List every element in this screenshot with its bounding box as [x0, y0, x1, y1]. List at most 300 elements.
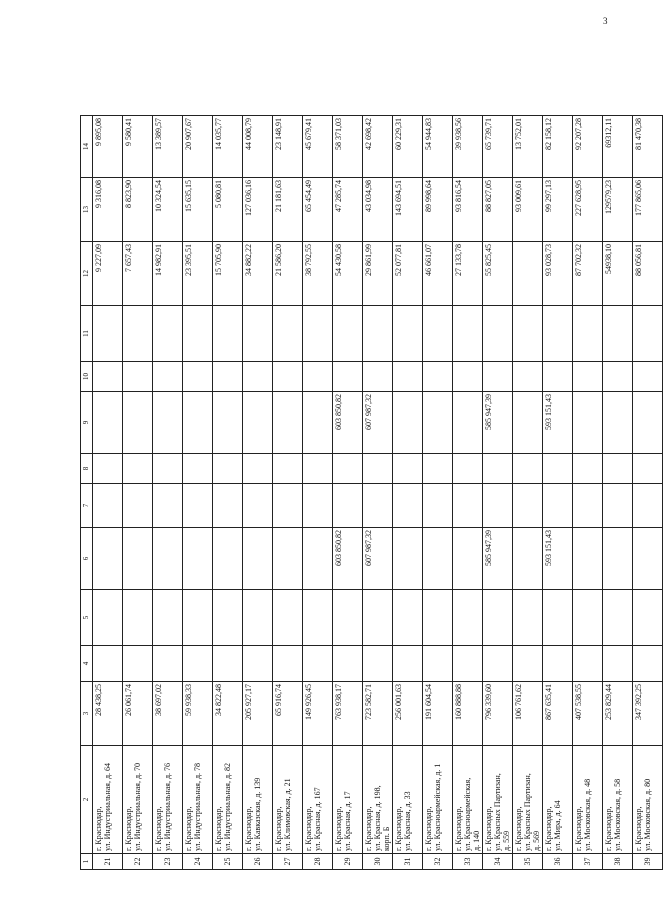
empty-cell	[273, 484, 303, 528]
empty-cell	[453, 484, 483, 528]
empty-cell	[453, 306, 483, 362]
column-header-11: 11	[81, 306, 93, 362]
empty-cell	[513, 590, 543, 646]
value-cell-3: 106 761,62	[513, 682, 543, 746]
value-cell-6: 603 850,82	[333, 528, 363, 590]
empty-cell	[603, 484, 633, 528]
value-cell-14: 9 580,41	[123, 116, 153, 178]
row-number: 27	[273, 854, 303, 870]
empty-cell	[183, 306, 213, 362]
table-row	[513, 116, 543, 870]
empty-cell	[513, 362, 543, 392]
empty-cell	[93, 454, 123, 484]
empty-cell	[393, 646, 423, 682]
value-cell-6	[123, 528, 153, 590]
value-cell-13: 15 635,15	[183, 178, 213, 242]
table-row	[483, 116, 513, 870]
empty-cell	[543, 646, 573, 682]
empty-cell	[183, 590, 213, 646]
value-cell-3: 723 582,71	[363, 682, 393, 746]
value-cell-6	[573, 528, 603, 590]
empty-cell	[603, 454, 633, 484]
empty-cell	[393, 484, 423, 528]
row-number: 24	[183, 854, 213, 870]
table-row	[243, 116, 273, 870]
empty-cell	[453, 362, 483, 392]
empty-cell	[573, 362, 603, 392]
value-cell-12: 34 882,22	[243, 242, 273, 306]
value-cell-14: 14 035,77	[213, 116, 243, 178]
table-row	[453, 116, 483, 870]
value-cell-14: 23 148,91	[273, 116, 303, 178]
value-cell-14: 69312,11	[603, 116, 633, 178]
empty-cell	[513, 454, 543, 484]
address-cell: г. Краснодар, ул. Климовская, д. 21	[273, 746, 303, 854]
value-cell-14: 13 752,01	[513, 116, 543, 178]
table-row	[423, 116, 453, 870]
empty-cell	[93, 646, 123, 682]
value-cell-6	[393, 528, 423, 590]
value-cell-9	[453, 392, 483, 454]
value-cell-13: 47 285,74	[333, 178, 363, 242]
empty-cell	[423, 454, 453, 484]
empty-cell	[543, 454, 573, 484]
value-cell-6	[183, 528, 213, 590]
empty-cell	[153, 454, 183, 484]
empty-cell	[153, 484, 183, 528]
value-cell-12	[513, 242, 543, 306]
empty-cell	[513, 646, 543, 682]
empty-cell	[213, 590, 243, 646]
value-cell-13: 65 454,49	[303, 178, 333, 242]
value-cell-14: 60 229,31	[393, 116, 423, 178]
empty-cell	[573, 454, 603, 484]
empty-cell	[363, 484, 393, 528]
empty-cell	[333, 484, 363, 528]
empty-cell	[273, 646, 303, 682]
value-cell-13: 89 998,64	[423, 178, 453, 242]
empty-cell	[393, 306, 423, 362]
value-cell-12: 7 657,43	[123, 242, 153, 306]
value-cell-12: 54938,10	[603, 242, 633, 306]
value-cell-9: 593 151,43	[543, 392, 573, 454]
value-cell-12: 93 028,73	[543, 242, 573, 306]
empty-cell	[453, 590, 483, 646]
empty-cell	[363, 362, 393, 392]
address-cell: г. Краснодар, ул. Индустриальная, д. 76	[153, 746, 183, 854]
empty-cell	[333, 362, 363, 392]
address-cell: г. Краснодар, ул. Индустриальная, д. 82	[213, 746, 243, 854]
column-header-3: 3	[81, 682, 93, 746]
empty-cell	[303, 306, 333, 362]
empty-cell	[303, 590, 333, 646]
empty-cell	[573, 306, 603, 362]
value-cell-6	[453, 528, 483, 590]
column-header-8: 8	[81, 454, 93, 484]
value-cell-14: 65 739,71	[483, 116, 513, 178]
empty-cell	[153, 646, 183, 682]
empty-cell	[243, 590, 273, 646]
value-cell-3: 28 438,25	[93, 682, 123, 746]
empty-cell	[603, 306, 633, 362]
empty-cell	[363, 306, 393, 362]
row-number: 39	[633, 854, 663, 870]
value-cell-12: 54 430,58	[333, 242, 363, 306]
table-row	[273, 116, 303, 870]
value-cell-6	[423, 528, 453, 590]
row-number: 26	[243, 854, 273, 870]
value-cell-13: 227 628,95	[573, 178, 603, 242]
empty-cell	[573, 646, 603, 682]
table-row	[303, 116, 333, 870]
value-cell-13: 9 316,08	[93, 178, 123, 242]
empty-cell	[483, 646, 513, 682]
table-row	[153, 116, 183, 870]
value-cell-9	[423, 392, 453, 454]
column-header-10: 10	[81, 362, 93, 392]
row-number: 31	[393, 854, 423, 870]
row-number: 34	[483, 854, 513, 870]
value-cell-3: 796 339,60	[483, 682, 513, 746]
value-cell-13: 88 827,05	[483, 178, 513, 242]
empty-cell	[273, 590, 303, 646]
column-header-14: 14	[81, 116, 93, 178]
value-cell-14: 9 895,08	[93, 116, 123, 178]
address-cell: г. Краснодар, ул. Мира, д. 64	[543, 746, 573, 854]
row-number: 22	[123, 854, 153, 870]
value-cell-12: 23 395,51	[183, 242, 213, 306]
value-cell-12: 21 586,20	[273, 242, 303, 306]
address-cell: г. Краснодар, ул. Красная, д. 167	[303, 746, 333, 854]
empty-cell	[123, 646, 153, 682]
address-cell: г. Краснодар, ул. Московская, д. 48	[573, 746, 603, 854]
empty-cell	[243, 454, 273, 484]
value-cell-12: 14 982,91	[153, 242, 183, 306]
value-cell-14: 82 158,12	[543, 116, 573, 178]
empty-cell	[633, 454, 663, 484]
column-header-5: 5	[81, 590, 93, 646]
empty-cell	[273, 306, 303, 362]
empty-cell	[633, 646, 663, 682]
empty-cell	[633, 590, 663, 646]
address-cell: г. Краснодар, ул. Московская, д. 80	[633, 746, 663, 854]
value-cell-13: 93 816,54	[453, 178, 483, 242]
row-number: 36	[543, 854, 573, 870]
empty-cell	[303, 646, 333, 682]
value-cell-14: 13 389,57	[153, 116, 183, 178]
value-cell-3: 407 538,55	[573, 682, 603, 746]
value-cell-9	[123, 392, 153, 454]
value-cell-3: 65 916,74	[273, 682, 303, 746]
value-cell-13: 8 823,90	[123, 178, 153, 242]
address-cell: г. Краснодар, ул. Красная, д. 33	[393, 746, 423, 854]
empty-cell	[543, 484, 573, 528]
value-cell-9	[573, 392, 603, 454]
row-number: 30	[363, 854, 393, 870]
value-cell-12: 88 056,81	[633, 242, 663, 306]
value-cell-6: 607 987,32	[363, 528, 393, 590]
value-cell-3: 149 926,45	[303, 682, 333, 746]
value-cell-6: 593 151,43	[543, 528, 573, 590]
value-cell-6	[93, 528, 123, 590]
value-cell-13: 99 297,13	[543, 178, 573, 242]
empty-cell	[243, 362, 273, 392]
value-cell-9	[303, 392, 333, 454]
value-cell-12: 52 077,81	[393, 242, 423, 306]
row-number: 21	[93, 854, 123, 870]
value-cell-9	[273, 392, 303, 454]
value-cell-6	[303, 528, 333, 590]
empty-cell	[453, 454, 483, 484]
table-row	[393, 116, 423, 870]
address-cell: г. Краснодар, ул. Красноармейская, д. 1	[423, 746, 453, 854]
value-cell-13: 10 324,54	[153, 178, 183, 242]
value-cell-3: 59 938,33	[183, 682, 213, 746]
value-cell-14: 58 371,03	[333, 116, 363, 178]
page-number: 3	[603, 16, 608, 26]
empty-cell	[303, 454, 333, 484]
value-cell-12: 87 702,32	[573, 242, 603, 306]
value-cell-13: 21 181,63	[273, 178, 303, 242]
row-number: 37	[573, 854, 603, 870]
empty-cell	[573, 484, 603, 528]
value-cell-3: 205 927,17	[243, 682, 273, 746]
empty-cell	[513, 306, 543, 362]
address-cell: г. Краснодар, ул. Московская, д. 58	[603, 746, 633, 854]
value-cell-3: 256 001,63	[393, 682, 423, 746]
address-cell: г. Краснодар, ул. Красная, д. 17	[333, 746, 363, 854]
empty-cell	[123, 454, 153, 484]
value-cell-14: 92 207,28	[573, 116, 603, 178]
value-cell-9	[183, 392, 213, 454]
value-cell-13: 43 034,98	[363, 178, 393, 242]
address-cell: г. Краснодар, ул. Красных Партизан, д. 559	[483, 746, 513, 854]
table-row	[213, 116, 243, 870]
empty-cell	[483, 484, 513, 528]
empty-cell	[123, 362, 153, 392]
value-cell-3: 347 392,25	[633, 682, 663, 746]
empty-cell	[513, 484, 543, 528]
value-cell-14: 54 944,83	[423, 116, 453, 178]
empty-cell	[333, 590, 363, 646]
empty-cell	[483, 362, 513, 392]
value-cell-3: 26 061,74	[123, 682, 153, 746]
value-cell-6	[243, 528, 273, 590]
empty-cell	[573, 590, 603, 646]
empty-cell	[363, 590, 393, 646]
value-cell-3: 191 604,54	[423, 682, 453, 746]
value-cell-9	[633, 392, 663, 454]
table-row	[363, 116, 393, 870]
value-cell-14: 20 907,67	[183, 116, 213, 178]
empty-cell	[123, 484, 153, 528]
value-cell-9	[393, 392, 423, 454]
empty-cell	[213, 362, 243, 392]
value-cell-9	[513, 392, 543, 454]
row-number: 32	[423, 854, 453, 870]
row-number: 38	[603, 854, 633, 870]
empty-cell	[93, 484, 123, 528]
data-table	[80, 115, 663, 870]
empty-cell	[153, 590, 183, 646]
value-cell-13: 93 009,61	[513, 178, 543, 242]
empty-cell	[213, 306, 243, 362]
value-cell-12: 15 705,90	[213, 242, 243, 306]
row-number: 28	[303, 854, 333, 870]
empty-cell	[183, 646, 213, 682]
column-header-2: 2	[81, 746, 93, 854]
column-header-6: 6	[81, 528, 93, 590]
empty-cell	[273, 362, 303, 392]
empty-cell	[483, 454, 513, 484]
empty-cell	[333, 306, 363, 362]
address-cell: г. Краснодар, ул. Индустриальная, д. 64	[93, 746, 123, 854]
row-number: 33	[453, 854, 483, 870]
empty-cell	[423, 306, 453, 362]
empty-cell	[123, 306, 153, 362]
empty-cell	[483, 590, 513, 646]
header-row	[81, 116, 93, 870]
empty-cell	[303, 484, 333, 528]
value-cell-3: 160 888,88	[453, 682, 483, 746]
empty-cell	[183, 362, 213, 392]
empty-cell	[213, 646, 243, 682]
table-row	[93, 116, 123, 870]
value-cell-12: 55 825,45	[483, 242, 513, 306]
empty-cell	[153, 306, 183, 362]
empty-cell	[453, 646, 483, 682]
value-cell-14: 45 679,41	[303, 116, 333, 178]
empty-cell	[603, 362, 633, 392]
empty-cell	[333, 646, 363, 682]
address-cell: г. Краснодар, ул. Красных Партизан, д. 569	[513, 746, 543, 854]
value-cell-12: 38 792,55	[303, 242, 333, 306]
value-cell-13: 143 694,51	[393, 178, 423, 242]
value-cell-9	[93, 392, 123, 454]
empty-cell	[363, 454, 393, 484]
value-cell-13: 177 865,06	[633, 178, 663, 242]
value-cell-14: 81 470,38	[633, 116, 663, 178]
address-cell: г. Краснодар, ул. Индустриальная, д. 78	[183, 746, 213, 854]
value-cell-9: 585 947,39	[483, 392, 513, 454]
column-header-1: 1	[81, 854, 93, 870]
column-header-13: 13	[81, 178, 93, 242]
empty-cell	[633, 484, 663, 528]
empty-cell	[423, 362, 453, 392]
empty-cell	[393, 362, 423, 392]
empty-cell	[393, 590, 423, 646]
value-cell-9	[153, 392, 183, 454]
empty-cell	[603, 646, 633, 682]
table-row	[183, 116, 213, 870]
row-number: 29	[333, 854, 363, 870]
empty-cell	[93, 362, 123, 392]
empty-cell	[333, 454, 363, 484]
address-cell: г. Краснодар, ул. Индустриальная, д. 70	[123, 746, 153, 854]
value-cell-6	[153, 528, 183, 590]
column-header-4: 4	[81, 646, 93, 682]
value-cell-12: 29 861,99	[363, 242, 393, 306]
value-cell-9: 603 850,82	[333, 392, 363, 454]
empty-cell	[603, 590, 633, 646]
value-cell-6	[213, 528, 243, 590]
value-cell-13: 129579,23	[603, 178, 633, 242]
empty-cell	[93, 306, 123, 362]
empty-cell	[93, 590, 123, 646]
empty-cell	[273, 454, 303, 484]
empty-cell	[543, 306, 573, 362]
table-row	[603, 116, 633, 870]
value-cell-12: 27 133,78	[453, 242, 483, 306]
column-header-9: 9	[81, 392, 93, 454]
value-cell-3: 253 829,44	[603, 682, 633, 746]
value-cell-3: 38 697,02	[153, 682, 183, 746]
empty-cell	[543, 590, 573, 646]
row-number: 35	[513, 854, 543, 870]
value-cell-14: 44 008,79	[243, 116, 273, 178]
empty-cell	[243, 484, 273, 528]
value-cell-3: 763 938,17	[333, 682, 363, 746]
value-cell-6	[273, 528, 303, 590]
empty-cell	[423, 646, 453, 682]
address-cell: г. Краснодар, ул. Кавказская, д. 139	[243, 746, 273, 854]
empty-cell	[213, 454, 243, 484]
row-number: 25	[213, 854, 243, 870]
address-cell: г. Краснодар, ул. Красная, д. 198, корп. Б	[363, 746, 393, 854]
empty-cell	[543, 362, 573, 392]
value-cell-6: 585 947,39	[483, 528, 513, 590]
value-cell-12: 9 227,09	[93, 242, 123, 306]
value-cell-9	[213, 392, 243, 454]
table-row	[333, 116, 363, 870]
table-row	[543, 116, 573, 870]
empty-cell	[243, 646, 273, 682]
empty-cell	[363, 646, 393, 682]
row-number: 23	[153, 854, 183, 870]
empty-cell	[633, 362, 663, 392]
value-cell-6	[633, 528, 663, 590]
value-cell-12: 46 661,07	[423, 242, 453, 306]
empty-cell	[183, 484, 213, 528]
empty-cell	[213, 484, 243, 528]
empty-cell	[423, 590, 453, 646]
value-cell-9	[243, 392, 273, 454]
empty-cell	[183, 454, 213, 484]
empty-cell	[123, 590, 153, 646]
value-cell-13: 5 080,81	[213, 178, 243, 242]
empty-cell	[633, 306, 663, 362]
empty-cell	[393, 454, 423, 484]
value-cell-3: 867 635,41	[543, 682, 573, 746]
value-cell-6	[513, 528, 543, 590]
table-row	[123, 116, 153, 870]
column-header-7: 7	[81, 484, 93, 528]
column-header-12: 12	[81, 242, 93, 306]
table-row	[633, 116, 663, 870]
empty-cell	[303, 362, 333, 392]
empty-cell	[423, 484, 453, 528]
value-cell-13: 127 036,16	[243, 178, 273, 242]
value-cell-3: 34 822,48	[213, 682, 243, 746]
empty-cell	[243, 306, 273, 362]
table-row	[573, 116, 603, 870]
value-cell-6	[603, 528, 633, 590]
value-cell-14: 42 698,42	[363, 116, 393, 178]
empty-cell	[153, 362, 183, 392]
address-cell: г. Краснодар, ул. Красноармейская, д. 140	[453, 746, 483, 854]
empty-cell	[483, 306, 513, 362]
value-cell-14: 39 938,56	[453, 116, 483, 178]
